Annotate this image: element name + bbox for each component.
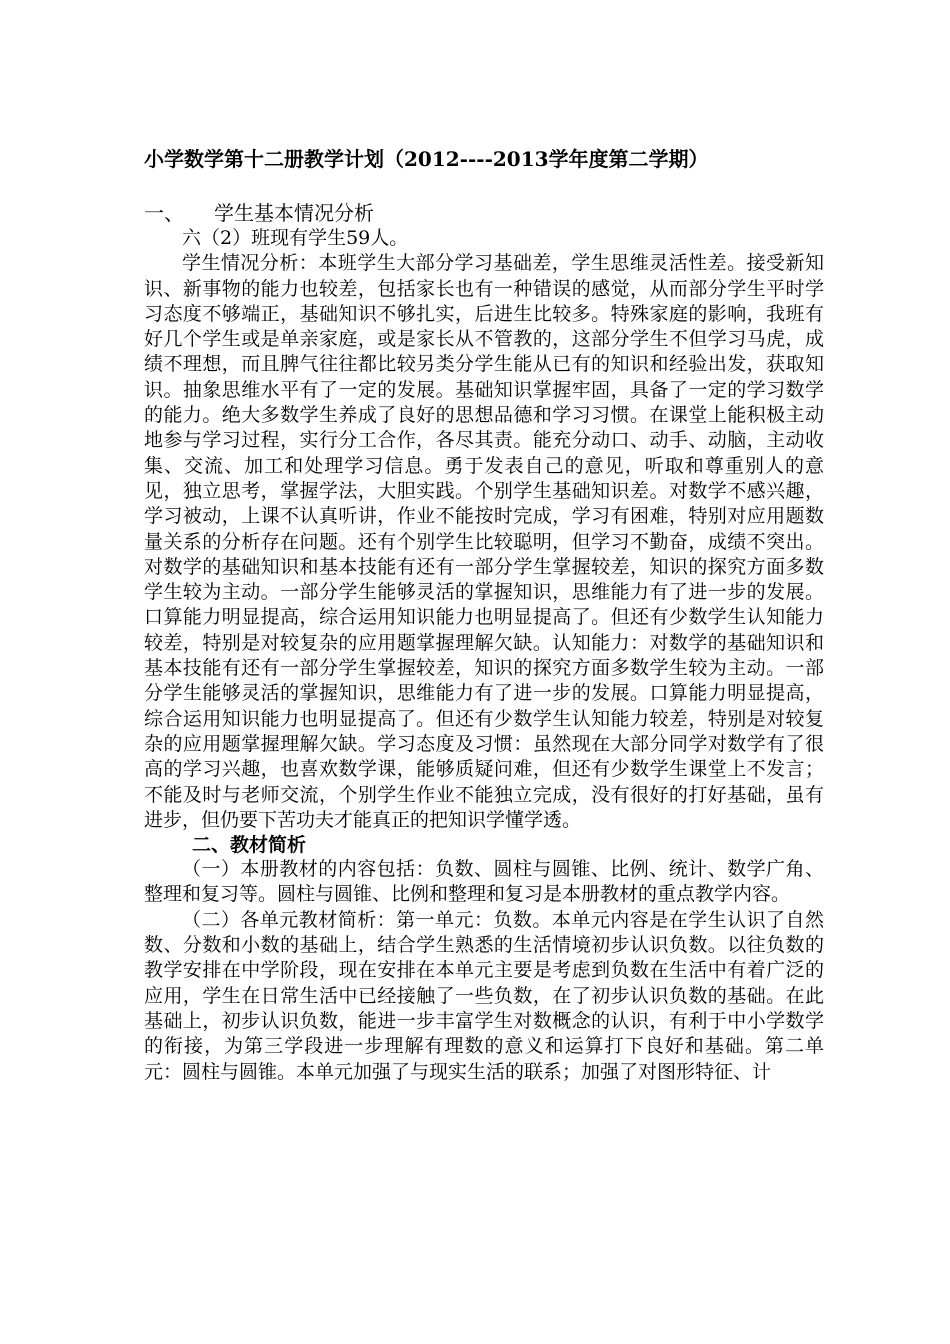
document-page [144,146,824,1085]
section-1-number: 一、 [144,201,184,225]
unit-analysis-paragraph: （二）各单元教材简析：第一单元：负数。本单元内容是在学生认识了自然数、分数和小数的基础上，结合学生熟悉的生活情境初步认识负数。以往负数的教学安排在中学阶段，现在安排在本单元主要是考虑到负数在生活中有着广泛的应用，学生在日常生活中已经接触了一些负数，在了初步认识负数的基础。在此基础上，初步认识负数，能进一步丰富学生对数概念的认识，有利于中小学数学的衔接，为第三学段进一步理解有理数的意义和运算打下良好和基础。第二单元：圆柱与圆锥。本单元加强了与现实生活的联系；加强了对图形特征、计 [144,908,824,1083]
section-1-title: 学生基本情况分析 [214,201,374,225]
student-analysis-paragraph: 学生情况分析：本班学生大部分学习基础差，学生思维灵活性差。接受新知识、新事物的能力也较差，包括家长也有一种错误的感觉，从而部分学生平时学习态度不够端正，基础知识不够扎实，后进生比较多。特殊家庭的影响，我班有好几个学生或是单亲家庭，或是家长从不管教的，这部分学生不但学习马虎，成绩不理想，而且脾气往往都比较另类分学生能从已有的知识和经验出发，获取知识。抽象思维水平有了一定的发展。基础知识掌握牢固，具备了一定的学习数学的能力。绝大多数学生养成了良好的思想品德和学习习惯。在课堂上能积极主动地参与学习过程，实行分工合作，各尽其责。能充分动口、动手、动脑，主动收集、交流、加工和处理学习信息。勇于发表自己的意见，听取和尊重别人的意见，独立思考，掌握学法，大胆实践。个别学生基础知识差。对数学不感兴趣，学习被动，上课不认真听讲，作业不能按时完成，学习有困难，特别对应用题数量关系的分析存在问题。还有个别学生比较聪明，但学习不勤奋，成绩不突出。对数学的基础知识和基本技能有还有一部分学生掌握较差，知识的探究方面多数学生较为主动。一部分学生能够灵活的掌握知识，思维能力有了进一步的发展。口算能力明显提高，综合运用知识能力也明显提高了。但还有少数学生认知能力较差，特别是对较复杂的应用题掌握理解欠缺。认知能力：对数学的基础知识和基本技能有还有一部分学生掌握较差，知识的探究方面多数学生较为主动。一部分学生能够灵活的掌握知识，思维能力有了进一步的发展。口算能力明显提高，综合运用知识能力也明显提高了。但还有少数学生认知能力较差，特别是对较复杂的应用题掌握理解欠缺。学习态度及习惯：虽然现在大部分同学对数学有了很高的学习兴趣，也喜欢数学课，能够质疑问难，但还有少数学生课堂上不发言；不能及时与老师交流，个别学生作业不能独立完成，没有很好的打好基础，虽有进步，但仍要下苦功夫才能真正的把知识学懂学透。 [144,252,824,831]
textbook-content-paragraph: （一）本册教材的内容包括：负数、圆柱与圆锥、比例、统计、数学广角、整理和复习等。圆柱与圆锥、比例和整理和复习是本册教材的重点教学内容。 [144,858,824,906]
section-1-heading [144,200,824,226]
class-info-paragraph: 六（2）班现有学生59人。 [182,227,409,249]
document-title: 小学数学第十二册教学计划（2012----2013学年度第二学期） [144,147,709,171]
section-2-heading: 二、教材简析 [192,834,307,857]
